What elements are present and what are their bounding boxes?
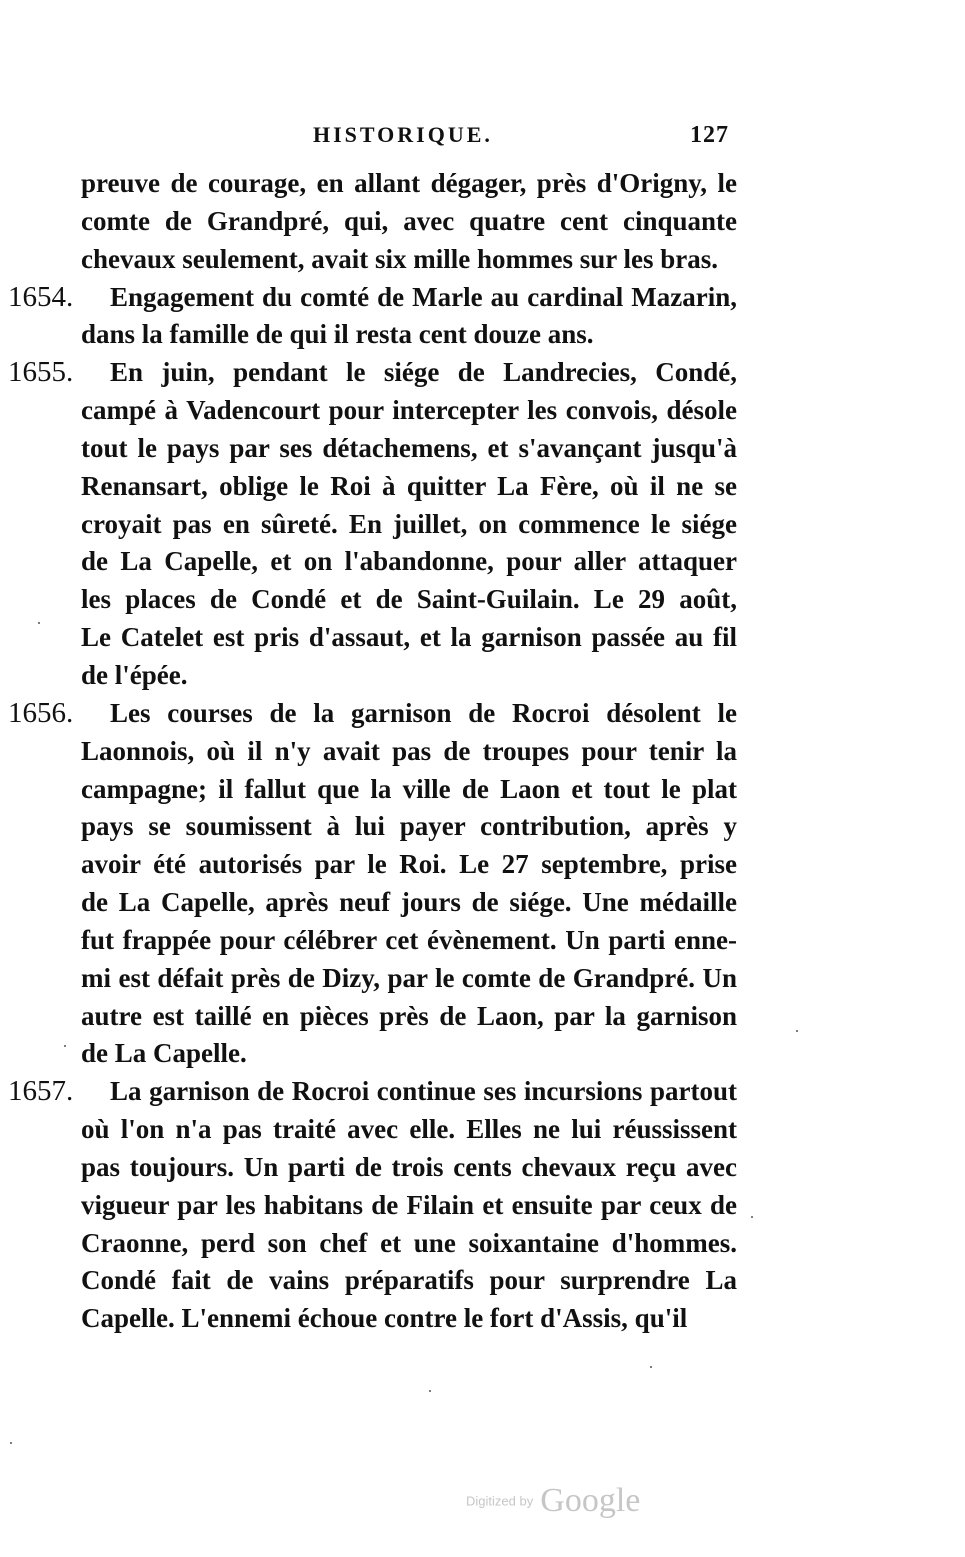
text-line: [0, 1300, 965, 1338]
scan-speck: [751, 1216, 753, 1218]
line-text: de l'épée.: [81, 659, 188, 690]
text-line: [0, 808, 965, 846]
text-line: [0, 884, 965, 922]
page-number: 127: [690, 122, 729, 148]
scan-speck: [429, 1390, 431, 1392]
text-line: [0, 1035, 965, 1073]
text-line: [0, 695, 965, 733]
scan-speck: [650, 1366, 652, 1368]
line-text: tout le pays par ses détachemens, et s'avançant jusqu'à: [81, 432, 737, 463]
text-line: [0, 430, 965, 468]
line-text: les places de Condé et de Saint-Guilain. Le 29 août,: [81, 584, 737, 615]
text-line: [0, 998, 965, 1036]
text-line: [0, 922, 965, 960]
watermark: [466, 1482, 640, 1520]
scan-speck: [38, 622, 40, 624]
line-text: Condé fait de vains préparatifs pour surprendre La: [81, 1265, 737, 1296]
line-text: chevaux seulement, avait six mille hommes sur les bras.: [81, 243, 718, 274]
line-text: campé à Vadencourt pour intercepter les convois, désole: [81, 395, 737, 426]
text-line: [0, 1073, 965, 1111]
line-text: campagne; il fallut que la ville de Laon et tout le plat: [81, 773, 737, 804]
scan-speck: [796, 1030, 798, 1032]
line-text: pas toujours. Un parti de trois cents chevaux reçu avec: [81, 1151, 737, 1182]
line-text: avoir été autorisés par le Roi. Le 27 septembre, prise: [81, 849, 737, 880]
running-head: [0, 122, 965, 162]
text-line: [0, 846, 965, 884]
running-title: HISTORIQUE.: [313, 122, 493, 147]
line-text: Laonnois, où il n'y avait pas de troupes pour tenir la: [81, 735, 737, 766]
line-text: preuve de courage, en allant dégager, près d'Origny, le: [81, 168, 737, 198]
line-text: Renansart, oblige le Roi à quitter La Fère, où il ne se: [81, 470, 737, 501]
line-text: de La Capelle, et on l'abandonne, pour aller attaquer: [81, 546, 737, 577]
text-line: [0, 1187, 965, 1225]
text-line: [0, 316, 965, 354]
text-line: [0, 392, 965, 430]
line-text: pays se soumissent à lui payer contribution, après y: [81, 811, 737, 842]
line-text: fut frappée pour célébrer cet évènement. Un parti enne-: [81, 924, 737, 955]
line-text: En juin, pendant le siége de Landrecies, Condé,: [110, 357, 737, 388]
line-text: dans la famille de qui il resta cent douze ans.: [81, 319, 594, 350]
year-marker: 1657.: [8, 1075, 74, 1108]
text-line: [0, 241, 965, 279]
line-text: croyait pas en sûreté. En juillet, on commence le siége: [81, 508, 737, 539]
text-line: [0, 354, 965, 392]
line-text: vigueur par les habitans de Filain et ensuite par ceux de: [81, 1189, 737, 1220]
text-line: [0, 771, 965, 809]
text-line: [0, 619, 965, 657]
line-text: mi est défait près de Dizy, par le comte de Grandpré. Un: [81, 962, 737, 993]
line-text: Le Catelet est pris d'assaut, et la garnison passée au fil: [81, 622, 737, 653]
line-text: Capelle. L'ennemi échoue contre le fort d'Assis, qu'il: [81, 1303, 688, 1334]
year-marker: 1654.: [8, 280, 74, 313]
line-text: de La Capelle.: [81, 1038, 247, 1069]
text-line: [0, 203, 965, 241]
text-line: [0, 468, 965, 506]
line-text: comte de Grandpré, qui, avec quatre cent cinquante: [81, 205, 737, 236]
text-line: [0, 733, 965, 771]
text-line: [0, 657, 965, 695]
text-line: [0, 1225, 965, 1263]
scan-speck: [64, 1045, 66, 1047]
text-line: [0, 506, 965, 544]
scan-speck: [10, 1442, 12, 1444]
text-body: [0, 165, 965, 1338]
line-text: Engagement du comté de Marle au cardinal Mazarin,: [110, 281, 737, 312]
text-line: [0, 1262, 965, 1300]
year-marker: 1656.: [8, 696, 74, 729]
google-logo: Google: [540, 1482, 641, 1519]
line-text: Les courses de la garnison de Rocroi désolent le: [110, 697, 737, 728]
line-text: de La Capelle, après neuf jours de siége. Une médaille: [81, 887, 737, 918]
text-line: [0, 1149, 965, 1187]
text-line: [0, 581, 965, 619]
text-line: [0, 165, 965, 203]
line-text: où l'on n'a pas traité avec elle. Elles ne lui réussissent: [81, 1114, 737, 1145]
watermark-prefix: Digitized by: [466, 1493, 534, 1509]
text-line: [0, 960, 965, 998]
line-text: Craonne, perd son chef et une soixantaine d'hommes.: [81, 1227, 737, 1258]
line-text: autre est taillé en pièces près de Laon, par la garnison: [81, 1000, 737, 1031]
text-line: [0, 543, 965, 581]
text-line: [0, 1111, 965, 1149]
year-marker: 1655.: [8, 356, 74, 389]
line-text: La garnison de Rocroi continue ses incursions partout: [110, 1076, 737, 1107]
text-line: [0, 279, 965, 317]
